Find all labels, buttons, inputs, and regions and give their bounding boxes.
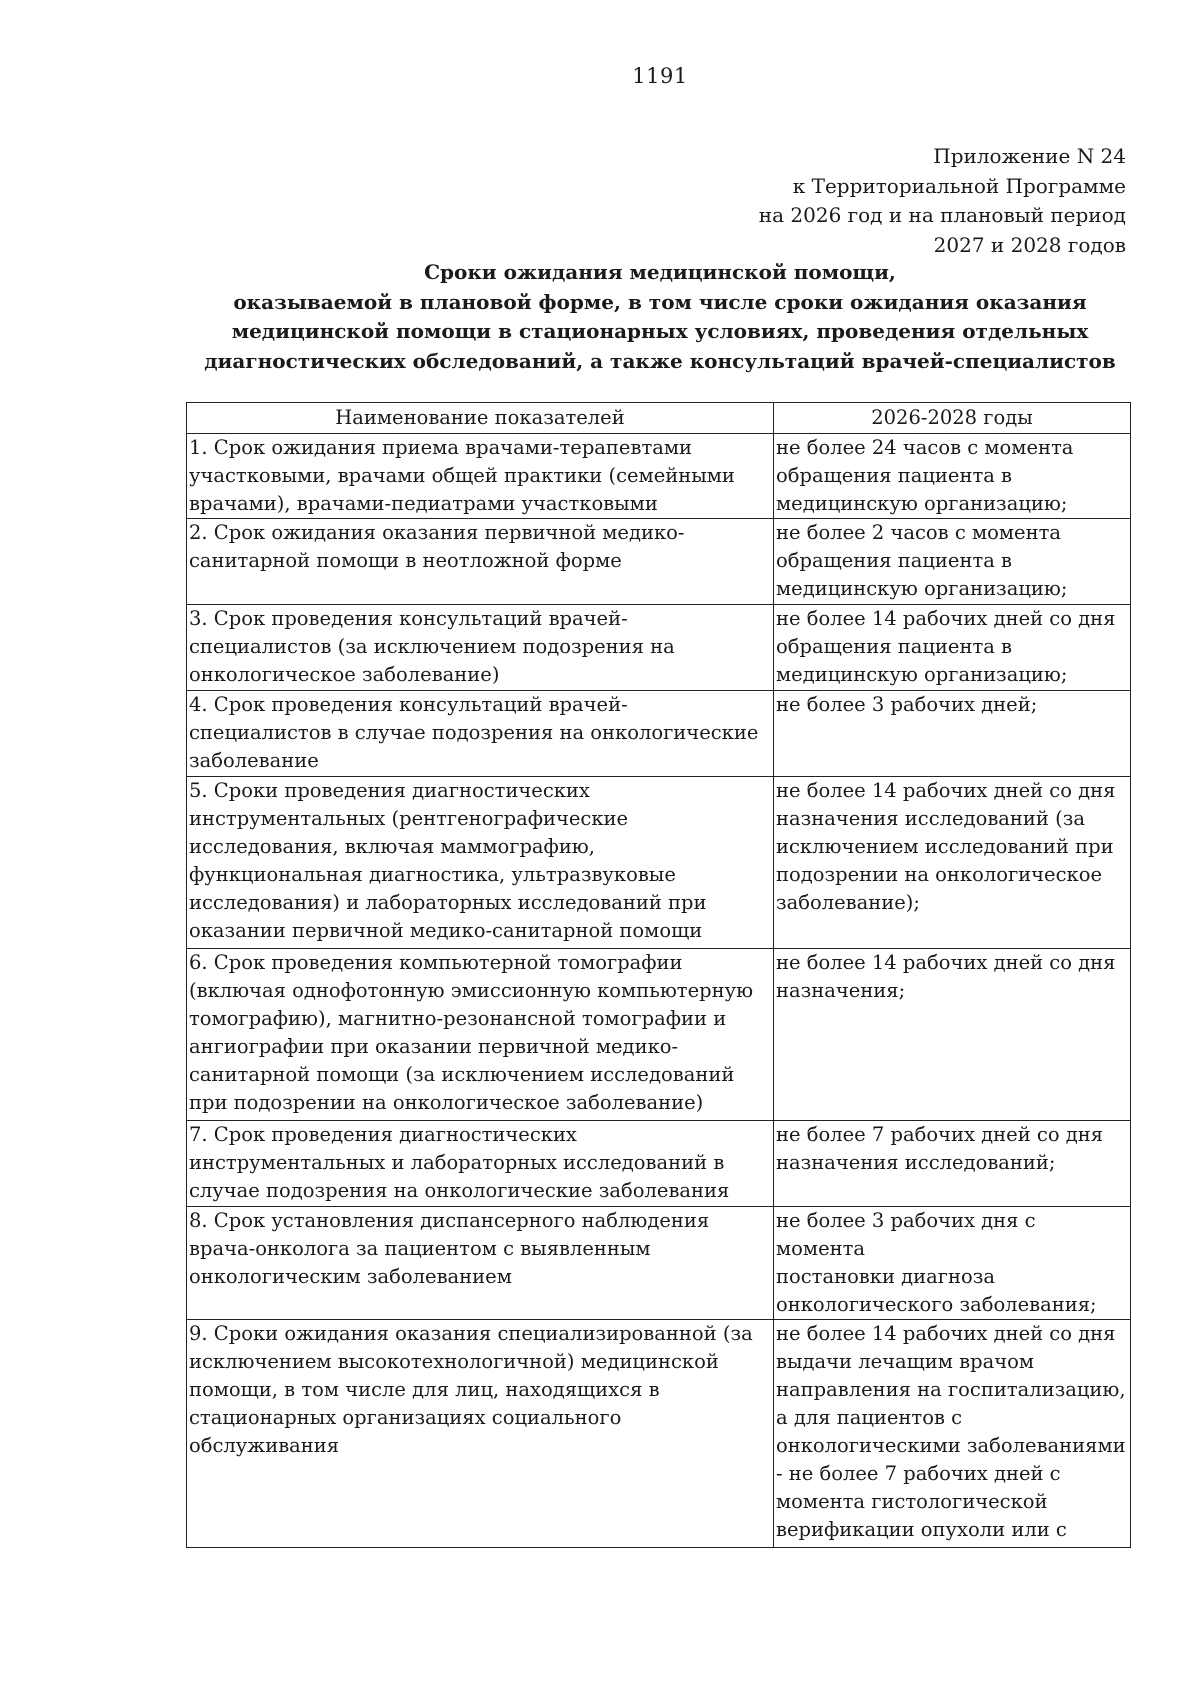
appendix-line: к Территориальной Программе [792, 173, 1126, 198]
table-row [187, 605, 1131, 691]
indicator-cell: 2. Срок ожидания оказания первичной медико- санитарной помощи в неотложной форме [187, 519, 774, 605]
header-years: 2026-2028 годы [774, 403, 1131, 434]
title-line: оказываемой в плановой форме, в том числе сроки ожидания оказания [233, 289, 1087, 314]
table-row [187, 519, 1131, 605]
value-cell: не более 14 рабочих дней со дня назначения; [774, 949, 1131, 1121]
indicator-cell: 6. Срок проведения компьютерной томографии (включая однофотонную эмиссионную компьютерную томографию), магнитно-резонансной томографии и ангиографии при оказании первичной медико- санитарной помощи (за исключением исследований при подозрении на онкологическое заболевание) [187, 949, 774, 1121]
table-row [187, 434, 1131, 519]
title-line: диагностических обследований, а также консультаций врачей-специалистов [204, 348, 1116, 373]
title-line: Сроки ожидания медицинской помощи, [424, 260, 896, 284]
table-row [187, 1320, 1131, 1548]
value-cell: не более 14 рабочих дней со дня выдачи лечащим врачом направления на госпитализацию, а для пациентов с онкологическими заболеваниями - не более 7 рабочих дней с момента гистологической верификации опухоли или с [774, 1320, 1131, 1548]
appendix-line: 2027 и 2028 годов [933, 232, 1126, 257]
value-cell: не более 3 рабочих дня с момента постановки диагноза онкологического заболевания; [774, 1207, 1131, 1320]
table-row [187, 691, 1131, 777]
header-indicator: Наименование показателей [187, 403, 774, 434]
value-cell: не более 2 часов с момента обращения пациента в медицинскую организацию; [774, 519, 1131, 605]
indicator-cell: 5. Сроки проведения диагностических инструментальных (рентгенографические исследования, включая маммографию, функциональная диагностика, ультразвуковые исследования) и лабораторных исследований при оказании первичной медико-санитарной помощи [187, 777, 774, 949]
value-cell: не более 14 рабочих дней со дня обращения пациента в медицинскую организацию; [774, 605, 1131, 691]
value-cell: не более 3 рабочих дней; [774, 691, 1131, 777]
indicator-cell: 1. Срок ожидания приема врачами-терапевтами участковыми, врачами общей практики (семейными врачами), врачами-педиатрами участковыми [187, 434, 774, 519]
appendix-line: на 2026 год и на плановый период [758, 203, 1126, 227]
waiting-times-table [186, 402, 1131, 1548]
title-line: медицинской помощи в стационарных условиях, проведения отдельных [231, 319, 1089, 343]
indicator-cell: 7. Срок проведения диагностических инструментальных и лабораторных исследований в случае подозрения на онкологические заболевания [187, 1121, 774, 1207]
value-cell: не более 24 часов с момента обращения пациента в медицинскую организацию; [774, 434, 1131, 519]
table-row [187, 1121, 1131, 1207]
indicator-cell: 4. Срок проведения консультаций врачей- специалистов в случае подозрения на онкологические заболевание [187, 691, 774, 777]
value-cell: не более 14 рабочих дней со дня назначения исследований (за исключением исследований при подозрении на онкологическое заболевание); [774, 777, 1131, 949]
table-row [187, 949, 1131, 1121]
appendix-line: Приложение N 24 [933, 144, 1126, 168]
table-header-row [187, 403, 1131, 434]
value-cell: не более 7 рабочих дней со дня назначения исследований; [774, 1121, 1131, 1207]
table-row [187, 777, 1131, 949]
table-row [187, 1207, 1131, 1320]
document-title [120, 258, 1200, 376]
indicator-cell: 8. Срок установления диспансерного наблюдения врача-онколога за пациентом с выявленным онкологическим заболеванием [187, 1207, 774, 1320]
appendix-reference [759, 142, 1126, 260]
indicator-cell: 3. Срок проведения консультаций врачей- специалистов (за исключением подозрения на онкологическое заболевание) [187, 605, 774, 691]
page-number: 1191 [632, 64, 688, 88]
indicator-cell: 9. Сроки ожидания оказания специализированной (за исключением высокотехнологичной) медицинской помощи, в том числе для лиц, находящихся в стационарных организациях социального обслуживания [187, 1320, 774, 1548]
